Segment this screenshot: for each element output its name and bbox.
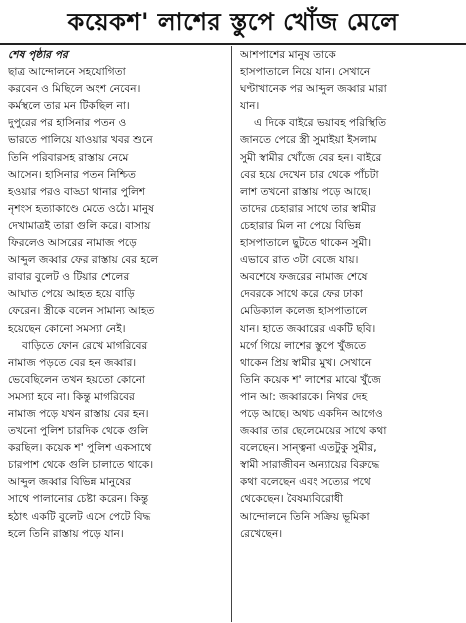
left-line: হওয়ার পরও বাড্ডা থানার পুলিশ xyxy=(8,185,146,198)
left-line: তিনি পরিবারসহ রাস্তায় নেমে xyxy=(8,151,129,164)
right-column xyxy=(240,47,458,543)
right-line: চেহারার মিল না পেয়ে বিভিন্ন xyxy=(240,219,361,232)
left-line: সাথে পালানোর চেষ্টা করেন। কিন্তু xyxy=(8,493,149,506)
headline: কয়েকশ' লাশের স্তুপে খোঁজ মেলে xyxy=(67,8,399,36)
right-line: হাসপাতালে নিয়ে যান। সেখানে xyxy=(240,66,371,79)
left-line: তখনো পুলিশ চারদিক থেকে গুলি xyxy=(8,425,149,438)
left-line: চারপাশ থেকে গুলি চালাতে থাকে। xyxy=(8,459,154,472)
right-line: অবশেষে ফজরের নামাজ শেষে xyxy=(240,271,368,284)
left-line: ছাত্র আন্দোলনে সহযোগিতা xyxy=(8,66,126,79)
left-line: নামাজ পড়ে যখন রাস্তায় বের হন। xyxy=(8,407,149,420)
left-line: আব্দুল জব্বার ফের রাস্তায় বের হলে xyxy=(8,254,159,267)
right-line: রেখেছেন। xyxy=(240,527,283,540)
left-line: বাড়িতে ফোন রেখে মাগরিবের xyxy=(22,339,148,352)
right-line: মেডিক্যাল কলেজ হাসপাতালে xyxy=(240,305,368,318)
left-line: হলে তিনি রাস্তায় পড়ে যান। xyxy=(8,527,124,540)
left-line: রাবার বুলেট ও টিয়ার শেলের xyxy=(8,271,130,284)
right-line: মর্গে গিয়ে লাশের স্তুপে খুঁজতে xyxy=(240,339,367,352)
left-line: আসেন। হাসিনার পতন নিশ্চিত xyxy=(8,168,136,181)
left-line: আঘাত পেয়ে আহত হয়ে বাড়ি xyxy=(8,288,135,301)
right-line: আন্দোলনে তিনি সক্রিয় ভূমিকা xyxy=(240,510,370,523)
right-line: দেবরকে সাথে করে ফের ঢাকা xyxy=(240,288,363,301)
right-line: স্বামী সারাজীবন অন্যায়ের বিরুদ্ধে xyxy=(240,459,380,472)
right-line: বলেছেন। সান্ত্বনা এতটুকু সুমীর, xyxy=(240,442,377,455)
right-line: সুমী স্বামীর খোঁজে বের হন। বাইরে xyxy=(240,151,382,164)
left-line: হঠাৎ একটি বুলেট এসে পেটে বিদ্ধ xyxy=(8,510,151,523)
right-line: জব্বার তার ছেলেমেয়ের সাথে কথা xyxy=(240,425,387,438)
left-line: নামাজ পড়তে বের হন জব্বার। xyxy=(8,356,137,369)
right-line: কথা বলেছেন এবং সত্যের পথে xyxy=(240,476,371,489)
right-line: এ দিকে বাইরে ভয়াবহ পরিস্থিতি xyxy=(254,117,387,130)
left-line: সমস্যা হবে না। কিন্তু মাগরিবের xyxy=(8,390,135,403)
left-line: করবেন ও মিছিলে অংশ নেবেন। xyxy=(8,83,141,96)
continued-label: শেষ পৃষ্ঠার পর xyxy=(8,49,68,61)
right-line: জানতে পেরে স্ত্রী সুমাইয়া ইসলাম xyxy=(240,134,377,147)
left-line: দেখামাত্রই তারা গুলি করে। বাসায় xyxy=(8,219,151,232)
right-line: থেকেছেন। বৈষম্যবিরোধী xyxy=(240,493,344,506)
right-line: পান আ: জব্বারকে। নিথর দেহ xyxy=(240,390,368,403)
right-line: পড়ে আছে। অথচ একদিন আগেও xyxy=(240,407,383,420)
right-line: বের হয়ে দেখেন চার থেকে পাঁচটা xyxy=(240,168,379,181)
right-line: লাশ তখনো রাস্তায় পড়ে আছে। xyxy=(240,185,371,198)
left-column xyxy=(8,47,226,543)
left-line: নৃশংস হত্যাকাণ্ডে মেতে ওঠে। মানুষ xyxy=(8,202,155,215)
headline-rule xyxy=(0,43,466,45)
right-line: হাসপাতালে ছুটতে থাকেন সুমী। xyxy=(240,237,372,250)
right-line: যান। হাতে জব্বারের একটি ছবি। xyxy=(240,322,376,335)
left-line: করছিল। কয়েক শ' পুলিশ একসাথে xyxy=(8,442,152,455)
left-line: দুপুরের পর হাসিনার পতন ও xyxy=(8,117,127,130)
right-line: আশপাশের মানুষ তাকে xyxy=(240,49,336,61)
left-line: ফিরলেও আসরের নামাজ পড়ে xyxy=(8,237,137,250)
left-line: ফেরেন। স্ত্রীকে বলেন সামান্য আহত xyxy=(8,305,155,318)
right-line: যান। xyxy=(240,100,260,113)
right-line: তাদের চেহারার সাথে তার স্বামীর xyxy=(240,202,376,215)
left-line: কর্মস্থলে তার মন টিকছিল না। xyxy=(8,100,130,113)
right-line: এভাবে রাত ৩টা বেজে যায়। xyxy=(240,254,359,267)
right-line: ঘণ্টাখানেক পর আব্দুল জব্বার মারা xyxy=(240,83,387,96)
left-line: ভেবেছিলেন তখন হয়তো কোনো xyxy=(8,373,146,386)
left-line: আব্দুল জব্বার বিভিন্ন মানুষের xyxy=(8,476,132,489)
right-line: তিনি কয়েক শ' লাশের মাঝে খুঁজে xyxy=(240,373,381,386)
left-line: ভারতে পালিয়ে যাওয়ার খবর শুনে xyxy=(8,134,153,147)
column-divider xyxy=(231,46,232,622)
right-line: থাকেন প্রিয় স্বামীর মুখ। সেখানে xyxy=(240,356,372,369)
left-line: হয়েছেন কোনো সমস্যা নেই। xyxy=(8,322,126,335)
